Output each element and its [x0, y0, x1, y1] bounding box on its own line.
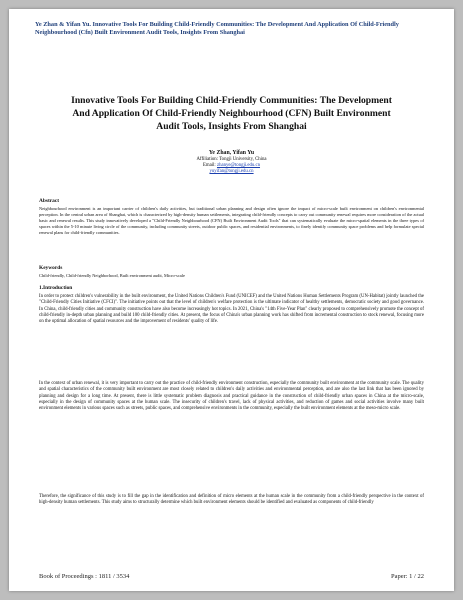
email-link-1[interactable]: zhanye@tongji.edu.cn — [216, 163, 261, 169]
proceedings-page-count: Book of Proceedings : 1811 / 3534 — [39, 573, 130, 580]
paragraph-text: In the context of urban renewal, it is very important to carry out the practice of child-friendly environment construction, especially the community built environment at the community scale. The quality and spatial characteristics of the community built environment are most closely related to children's daily activities and environmental perception, and are also the last link that has been ignored by planning and design for a long time. At present, there is little systematic problem diagnosis and practical guidance in the construction of child-friendly urban spaces in China at the micro-scale, especially in the design of community spaces at the human scale. The insecurity of children's travel, lack of physical activities, and reduction of games and social activities involve many built environment elements in various spaces such as streets, public spaces, and comprehensive environments in the community, especially the built environment elements at the meso-micro scale. — [39, 381, 424, 411]
author-names: Ye Zhan, Yifan Yu — [208, 150, 255, 156]
author-block — [9, 149, 454, 176]
abstract-heading: Abstract — [39, 198, 60, 204]
author-email-line-2 — [9, 169, 454, 175]
page-footer — [39, 573, 424, 580]
email-label: Email: — [202, 163, 217, 169]
keywords-text: Child-friendly, Child-friendly Neighborhood, Built environment audit, Micro-scale — [39, 273, 185, 278]
paragraph-text: Therefore, the significance of this study is to fill the gap in the identification and definition of micro elements at the human scale in the community from a child-friendly perspective in the context of high-density human settlements. This study aims to structurally determine which built environment elements should be identified and evaluated as components of child-friendly — [39, 494, 424, 506]
paper-page-count: Paper: 1 / 22 — [390, 573, 424, 580]
running-head: Ye Zhan & Yifan Yu. Innovative Tools For Building Child-Friendly Communities: The Development And Application Of Child-Friendly Neighbourhood (Cfn) Built Environment Audit Tools, Insights From Shanghai — [35, 21, 399, 37]
email-link-2[interactable]: yuyifan@tongji.edu.cn — [209, 169, 254, 175]
author-affiliation: Affiliation: Tongji University, China — [196, 157, 267, 162]
intro-paragraph-3 — [39, 494, 424, 507]
paragraph-text: In order to protect children's vulnerability in the built environment, the United Nations Children's Fund (UNICEF) and the United Nations Human Settlements Program (UN-Habitat) jointly launched the "Child-Friendly Cities Initiative (CFCI)". The initiative points out that the level of children's welfare protection is the ultimate indicator of healthy settlements, democratic society and good governance. In China, child-friendly cities and community construction have also become increasingly hot topics. In 2021, China's "14th Five-Year Plan" clearly proposed to comprehensively promote the concept of child-friendly in-depth urban planning and build 100 child-friendly cities. At present, the focus of China's urban planning work has shifted from incremental construction to stock renewal, focusing more on the optimal allocation of spatial resources and the improvement of residents' quality of life. — [39, 294, 424, 324]
paper-title: Innovative Tools For Building Child-Friendly Communities: The Development And Application Of Child-Friendly Neighbourhood (CFN) Built Environment Audit Tools, Insights From Shanghai — [71, 95, 392, 132]
abstract-text: Neighbourhood environment is an important carrier of children's daily activities, but traditional urban planning and design often ignore the impact of micro-scale built environment on children's environmental perception. In the central urban area of Shanghai, which is characterized by high-density human settlements, integrating child-friendly concepts to carry out community renewal requires more consideration of the actual basic and renewal results. This study innovatively developed a "Child-Friendly Neighbourhood (CFN) Built Environment Audit Tools" that can systematically evaluate the micro-spatial elements in the three types of spaces within the 5-10 minute living circle of the community, including community streets, outdoor public spaces, and residential environments, to finely identify community space problems and help formulate special renewal plans for child-friendly communities. — [39, 206, 424, 235]
keywords-heading: Keywords — [39, 265, 63, 271]
introduction-heading: 1.Introduction — [39, 285, 73, 291]
intro-paragraph-2 — [39, 381, 424, 412]
intro-paragraph-1 — [39, 294, 424, 325]
paper-page — [9, 9, 454, 591]
